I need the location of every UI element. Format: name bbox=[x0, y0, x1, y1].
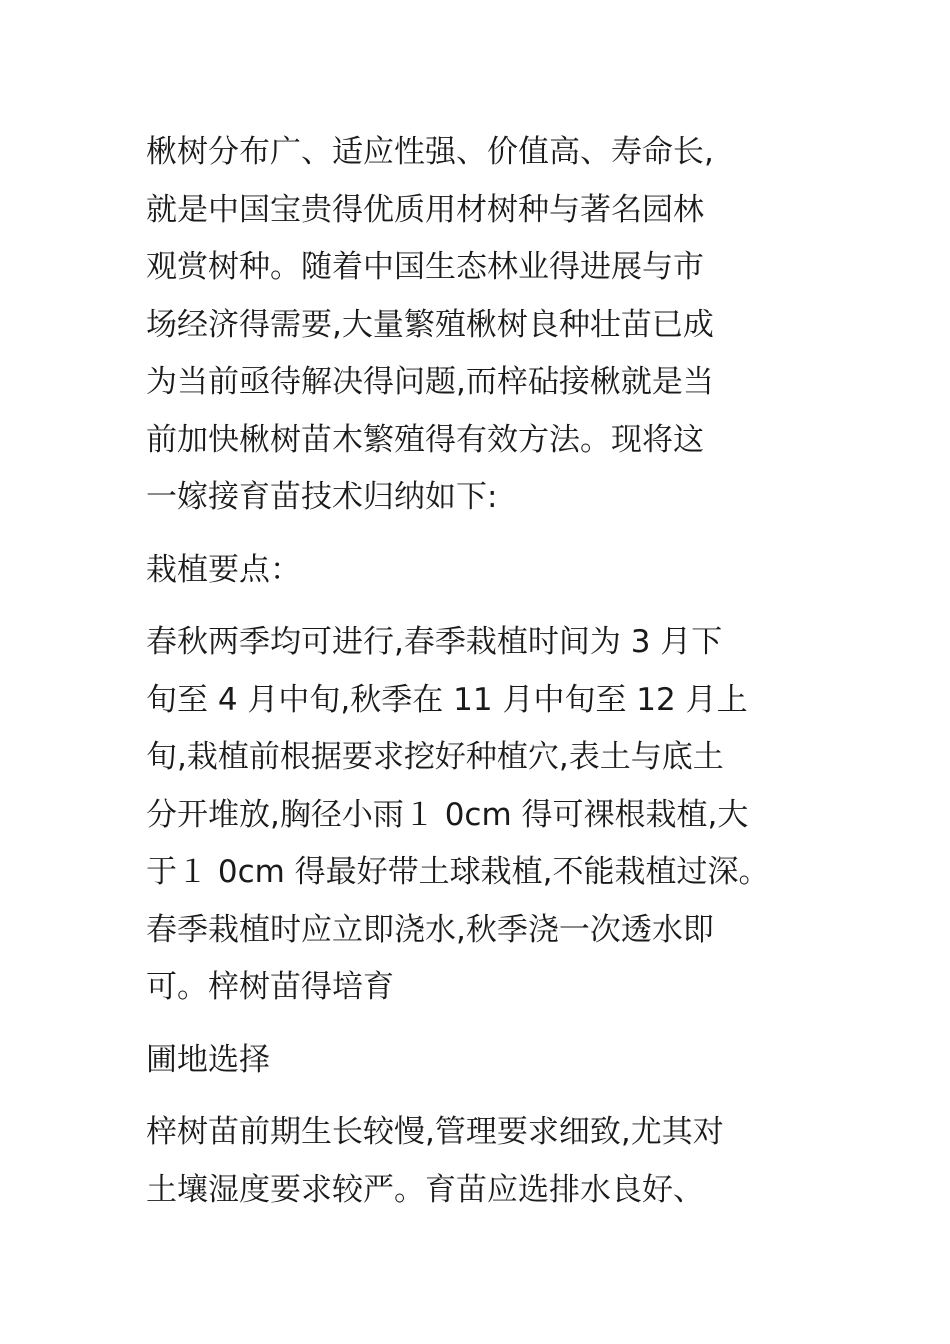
text-line: 于１ 0cm 得最好带土球栽植,不能栽植过深。 bbox=[146, 854, 770, 890]
paragraph-planting bbox=[146, 614, 836, 1017]
section-heading-planting-points bbox=[146, 542, 836, 600]
text-line: 场经济得需要,大量繁殖楸树良种壮苗已成 bbox=[146, 306, 714, 343]
paragraph-intro bbox=[146, 124, 836, 527]
text-line: 春秋两季均可进行,春季栽植时间为 3 月下 bbox=[146, 624, 723, 660]
text-line: 楸树分布广、适应性强、价值高、寿命长, bbox=[146, 134, 714, 170]
section-heading-text: 栽植要点： bbox=[146, 551, 301, 588]
text-line: 旬,栽植前根据要求挖好种植穴,表土与底土 bbox=[146, 739, 724, 775]
text-line: 一嫁接育苗技术归纳如下: bbox=[146, 479, 498, 515]
text-line: 就是中国宝贵得优质用材树种与著名园林 bbox=[146, 191, 704, 228]
text-line: 分开堆放,胸径小雨１ 0cm 得可裸根栽植,大 bbox=[146, 796, 749, 833]
text-line: 可。梓树苗得培育 bbox=[146, 969, 394, 1005]
text-line: 旬至 4 月中旬,秋季在 11 月中旬至 12 月上 bbox=[146, 681, 748, 718]
text-line: 梓树苗前期生长较慢,管理要求细致,尤其对 bbox=[146, 1114, 724, 1150]
text-line: 前加快楸树苗木繁殖得有效方法。现将这 bbox=[146, 421, 704, 458]
section-heading-nursery-selection bbox=[146, 1032, 836, 1090]
text-line: 为当前亟待解决得问题,而梓砧接楸就是当 bbox=[146, 364, 714, 400]
text-line: 观赏树种。随着中国生态林业得进展与市 bbox=[146, 249, 704, 285]
text-line: 春季栽植时应立即浇水,秋季浇一次透水即 bbox=[146, 911, 714, 948]
text-line: 土壤湿度要求较严。育苗应选排水良好、 bbox=[146, 1171, 704, 1208]
section-heading-text: 圃地选择 bbox=[146, 1041, 270, 1078]
document-body bbox=[146, 124, 836, 1234]
paragraph-nursery bbox=[146, 1104, 836, 1219]
